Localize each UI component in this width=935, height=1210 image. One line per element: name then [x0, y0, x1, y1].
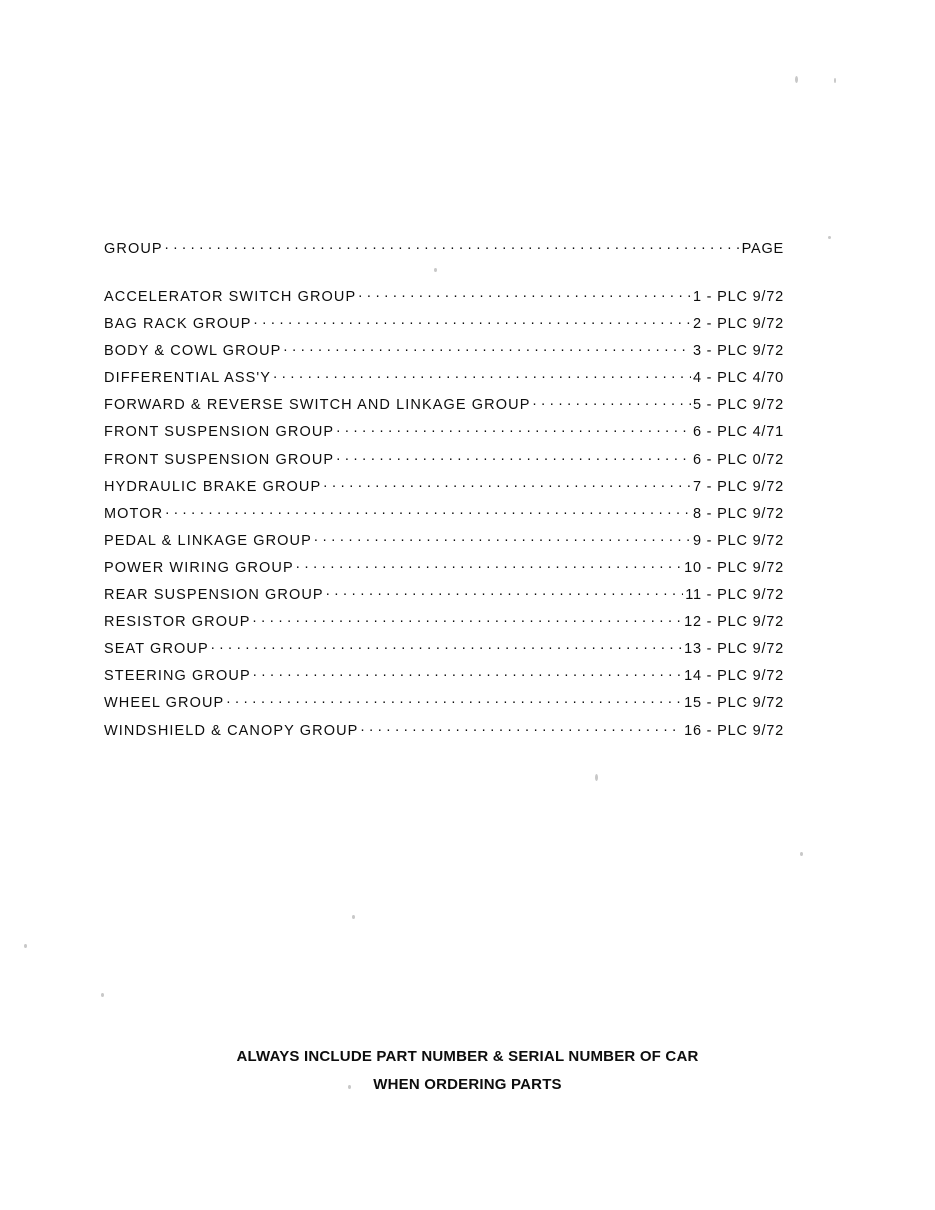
scan-speck: [24, 944, 27, 948]
footer-line-1: ALWAYS INCLUDE PART NUMBER & SERIAL NUMBER OF CAR: [236, 1048, 699, 1065]
toc-entry[interactable]: [104, 341, 784, 360]
toc-entry-title: HYDRAULIC BRAKE GROUP: [104, 478, 322, 495]
scan-speck: [101, 993, 104, 997]
leader-dots: [273, 368, 691, 383]
toc-entry-title: BODY & COWL GROUP: [104, 343, 282, 360]
leader-dots: [254, 314, 691, 329]
toc-entry[interactable]: [104, 287, 784, 306]
leader-dots: [532, 395, 691, 410]
toc-entry-page: 8 - PLC 9/72: [692, 505, 784, 522]
scan-speck: [800, 852, 803, 856]
toc-entry[interactable]: [104, 314, 784, 333]
toc-entry-title: FRONT SUSPENSION GROUP: [104, 451, 335, 468]
toc-entry-title: WHEEL GROUP: [104, 695, 225, 712]
toc-entry[interactable]: [104, 557, 784, 576]
toc-entry-title: STEERING GROUP: [104, 668, 251, 685]
toc-entry-page: 1 - PLC 9/72: [692, 289, 784, 305]
toc-entry-page: 12 - PLC 9/72: [684, 614, 784, 631]
toc-entry[interactable]: [104, 395, 784, 414]
toc-entry[interactable]: [104, 612, 784, 631]
toc-entry[interactable]: [104, 585, 784, 604]
toc-entry-page: 14 - PLC 9/72: [684, 668, 784, 685]
toc-entry-page: 10 - PLC 9/72: [684, 559, 784, 576]
toc-entry[interactable]: [104, 530, 784, 549]
leader-dots: [252, 612, 682, 627]
scan-speck: [595, 774, 598, 781]
toc-entry-title: SEAT GROUP: [104, 641, 209, 658]
toc-entry-page: 13 - PLC 9/72: [684, 641, 784, 658]
toc-entry-title: WINDSHIELD & CANOPY GROUP: [104, 722, 359, 739]
toc-entry-page: 6 - PLC 4/71: [692, 424, 784, 441]
toc-entry-title: FRONT SUSPENSION GROUP: [104, 424, 335, 441]
toc-entry[interactable]: [104, 639, 784, 658]
leader-dots: [323, 476, 691, 491]
table-of-contents: [104, 238, 784, 747]
toc-entry-page: 4 - PLC 4/70: [692, 370, 784, 387]
toc-entry-page: 7 - PLC 9/72: [692, 478, 784, 495]
leader-dots: [165, 238, 740, 253]
leader-dots: [358, 287, 691, 302]
toc-entry[interactable]: [104, 503, 784, 522]
toc-entry-page: 9 - PLC 9/72: [692, 532, 784, 549]
leader-dots: [360, 720, 682, 735]
toc-entry-page: 11 - PLC 9/72: [685, 587, 784, 604]
leader-dots: [211, 639, 682, 654]
toc-entry-page: 15 - PLC 9/72: [684, 695, 784, 712]
toc-entry-page: 2 - PLC 9/72: [692, 316, 784, 333]
leader-dots: [296, 557, 682, 572]
leader-dots: [336, 422, 691, 437]
toc-entry-title: PEDAL & LINKAGE GROUP: [104, 532, 312, 549]
leader-dots: [226, 693, 682, 708]
leader-dots: [336, 449, 691, 464]
scan-speck: [352, 915, 355, 919]
scan-speck: [828, 236, 831, 239]
toc-entry-title: MOTOR: [104, 505, 164, 522]
toc-entry-title: REAR SUSPENSION GROUP: [104, 587, 324, 604]
toc-header-page-label: PAGE: [741, 240, 784, 257]
toc-entry[interactable]: [104, 422, 784, 441]
leader-dots: [314, 530, 691, 545]
toc-entry-title: FORWARD & REVERSE SWITCH AND LINKAGE GROUP: [104, 397, 531, 414]
leader-dots: [253, 666, 682, 681]
toc-entry[interactable]: [104, 666, 784, 685]
leader-dots: [283, 341, 691, 356]
leader-dots: [165, 503, 691, 518]
toc-entry-title: ACCELERATOR SWITCH GROUP: [104, 289, 357, 305]
leader-dots: [326, 585, 684, 600]
toc-entry-page: 3 - PLC 9/72: [692, 343, 784, 360]
footer-line-2: WHEN ORDERING PARTS: [373, 1076, 562, 1093]
toc-entry-title: POWER WIRING GROUP: [104, 559, 294, 576]
toc-entry-page: 16 - PLC 9/72: [684, 722, 784, 739]
toc-entry[interactable]: [104, 693, 784, 712]
toc-entry-title: BAG RACK GROUP: [104, 316, 252, 333]
toc-header-row: [104, 238, 784, 257]
scan-speck: [795, 76, 798, 83]
page-footer-notice: [0, 1043, 935, 1099]
toc-entry[interactable]: [104, 476, 784, 495]
toc-entry[interactable]: [104, 720, 784, 739]
toc-entry[interactable]: [104, 368, 784, 387]
toc-entry[interactable]: [104, 449, 784, 468]
toc-entry-page: 5 - PLC 9/72: [692, 397, 784, 414]
scan-speck: [834, 78, 836, 83]
toc-entry-title: RESISTOR GROUP: [104, 614, 251, 631]
toc-entry-page: 6 - PLC 0/72: [692, 451, 784, 468]
toc-entry-title: DIFFERENTIAL ASS'Y: [104, 370, 272, 387]
toc-header-group-label: GROUP: [104, 240, 163, 257]
